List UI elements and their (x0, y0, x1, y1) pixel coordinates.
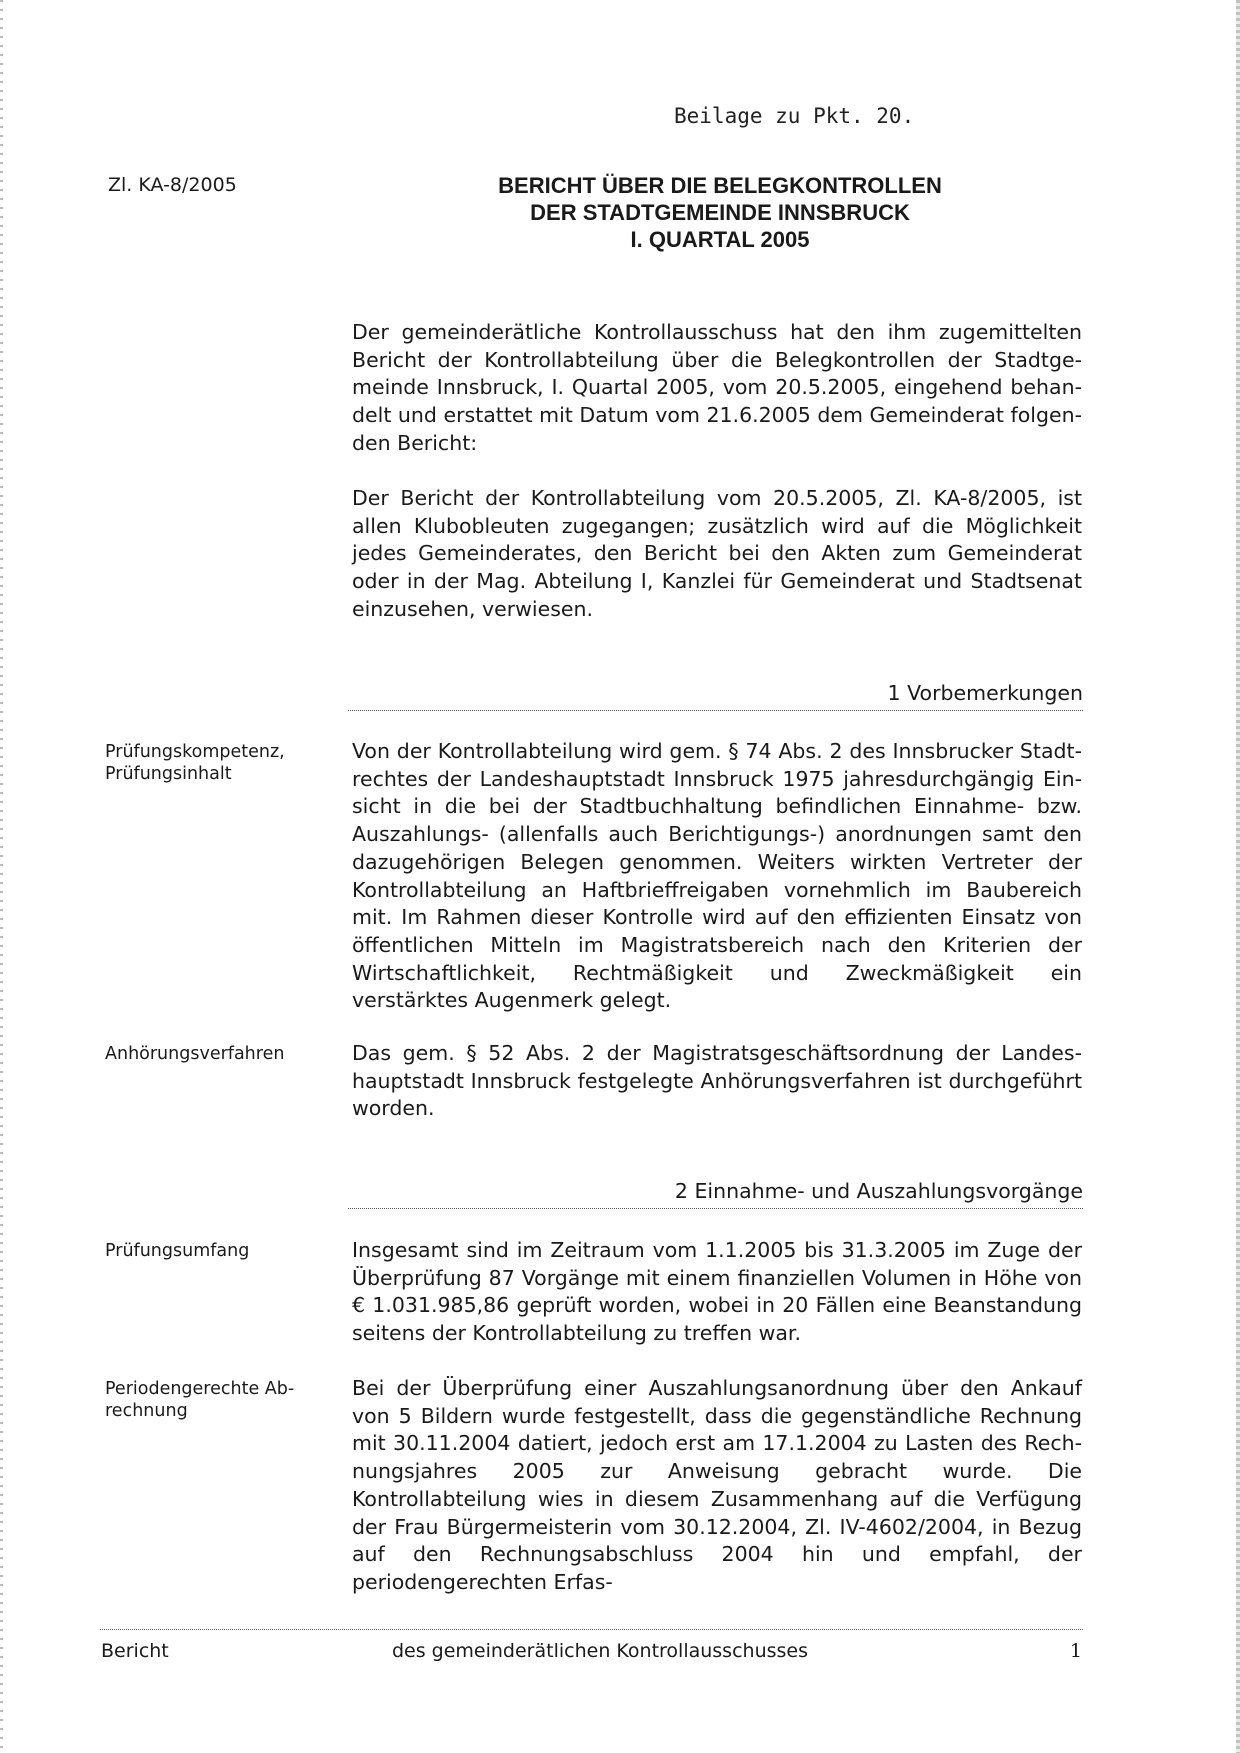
page-number: 1 (1069, 1640, 1082, 1662)
paragraph-pruefungsumfang: Insgesamt sind im Zeitraum vom 1.1.2005 bis 31.3.2005 im Zuge der Überprüfung 87 Vorgänge mit einem finanziellen Volumen in Höhe von € 1.031.985,86 geprüft worden, wobei in 20 Fällen eine Beanstandung seitens der Kontrollabteilung zu treffen war. (352, 1238, 1082, 1346)
title-line: DER STADTGEMEINDE INNSBRUCK (530, 200, 910, 225)
margin-label-anhoerungsverfahren: Anhörungsverfahren (105, 1044, 285, 1064)
margin-label-pruefungsumfang: Prüfungsumfang (105, 1241, 250, 1261)
scan-edge-right (1236, 0, 1240, 1753)
section-heading-2: 2 Einnahme- und Auszahlungsvorgänge (348, 1179, 1083, 1209)
paragraph-periodengerecht: Bei der Überprüfung einer Auszahlungsanordnung über den Ankauf von 5 Bildern wurde festgestellt, dass die gegenständliche Rechnung mit 30.11.2004 datiert, jedoch erst am 17.1.2004 zu Lasten des Rechnungsjahres 2005 zur Anweisung gebracht wurde. Die Kontrollabteilung wies in diesem Zusammenhang auf die Verfügung der Frau Bürgermeisterin vom 30.12.2004, Zl. IV-4602/2004, in Bezug auf den Rechnungsabschluss 2004 hin und empfahl, der periodengerechten Erfas- (352, 1376, 1082, 1594)
title-line: I. QUARTAL 2005 (630, 227, 810, 252)
paragraph-pruefungskompetenz: Von der Kontrollabteilung wird gem. § 74 Abs. 2 des Innsbrucker Stadtrechtes der Landeshauptstadt Innsbruck 1975 jahresdurchgängig Einsicht in die bei der Stadtbuchhaltung befindlichen Einnahme- bzw. Auszahlungs- (allenfalls auch Berichtigungs-) anordnungen samt den dazugehörigen Belegen genommen. Weiters wirkten Vertreter der Kontrollabteilung an Haftbrieffreigaben vornehmlich im Baubereich mit. Im Rahmen dieser Kontrolle wird auf den effizienten Einsatz von öffentlichen Mitteln im Magistratsbereich nach den Kriterien der Wirtschaftlichkeit, Rechtmäßigkeit und Zweckmäßigkeit ein verstärktes Augenmerk gelegt. (352, 739, 1082, 1013)
margin-label-periodengerecht: Periodengerechte Ab- rechnung (105, 1379, 295, 1421)
footer-divider (100, 1629, 1083, 1630)
scan-edge-left (0, 0, 3, 1753)
reference-number: Zl. KA-8/2005 (108, 174, 237, 196)
footer-left: Bericht (101, 1640, 169, 1662)
margin-label-pruefungskompetenz: Prüfungskompetenz, Prüfungsinhalt (105, 742, 285, 784)
section-heading-1: 1 Vorbemerkungen (348, 681, 1083, 711)
title-line: BERICHT ÜBER DIE BELEGKONTROLLEN (498, 173, 942, 198)
paragraph-anhoerungsverfahren: Das gem. § 52 Abs. 2 der Magistratsgeschäftsordnung der Landeshauptstadt Innsbruck festgelegte Anhörungsverfahren ist durchgeführt worden. (352, 1041, 1082, 1121)
attachment-note: Beilage zu Pkt. 20. (674, 104, 915, 128)
intro-paragraph-1: Der gemeinderätliche Kontrollausschuss hat den ihm zugemittelten Bericht der Kontrollabteilung über die Belegkontrollen der Stadtgemeinde Innsbruck, I. Quartal 2005, vom 20.5.2005, eingehend behandelt und erstattet mit Datum vom 21.6.2005 dem Gemeinderat folgenden Bericht: (352, 320, 1082, 455)
document-title (380, 172, 1060, 253)
footer-center: des gemeinderätlichen Kontrollausschusses (391, 1640, 809, 1662)
intro-paragraph-2: Der Bericht der Kontrollabteilung vom 20.5.2005, Zl. KA-8/2005, ist allen Klubobleuten zugegangen; zusätzlich wird auf die Möglichkeit jedes Gemeinderates, den Bericht bei den Akten zum Gemeinderat oder in der Mag. Abteilung I, Kanzlei für Gemeinderat und Stadtsenat einzusehen, verwiesen. (352, 486, 1082, 621)
